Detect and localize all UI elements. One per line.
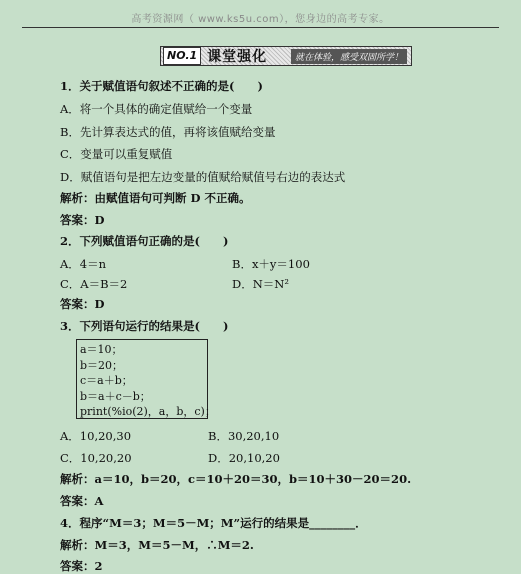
- q2-option-d: D．N＝N²: [232, 277, 289, 291]
- code-line: print(%io(2)，a，b，c)；: [80, 405, 216, 418]
- banner-title: 课堂强化: [207, 49, 268, 65]
- q1-option-c: C．变量可以重复赋值: [60, 147, 173, 161]
- code-line: a＝10；: [80, 343, 123, 356]
- q3-code-box: [76, 339, 216, 419]
- q3-option-a: A．10,20,30: [60, 429, 132, 443]
- q4-analysis: 解析：M＝3，M＝5－M，∴M＝2.: [60, 538, 254, 552]
- q3-analysis: 解析：a＝10，b＝20，c＝10＋20＝30，b＝10＋30－20＝20.: [60, 472, 412, 486]
- q3-option-d: D．20,10,20: [208, 451, 280, 465]
- section-banner: [160, 46, 412, 66]
- q3-stem: 3．下列语句运行的结果是( ): [60, 319, 229, 333]
- banner-slogan: 就在体验，感受双固所学！: [291, 49, 407, 64]
- header-rule: [22, 27, 499, 28]
- code-line: b＝a＋c－b；: [80, 389, 151, 403]
- q1-option-d: D．赋值语句是把左边变量的值赋给赋值号右边的表达式: [60, 170, 346, 184]
- q4-stem: 4．程序“M＝3；M＝5－M；M”运行的结果是________．: [60, 516, 367, 530]
- q2-option-b: B．x＋y＝100: [232, 257, 310, 271]
- q2-answer: 答案：D: [60, 297, 105, 311]
- q3-option-c: C．10,20,20: [60, 451, 132, 465]
- q3-answer: 答案：A: [60, 494, 104, 508]
- q2-option-c: C．A＝B＝2: [60, 277, 128, 291]
- code-line: b＝20；: [80, 358, 124, 372]
- q1-answer: 答案：D: [60, 213, 105, 227]
- q1-analysis: 解析：由赋值语句可判断 D 不正确。: [60, 191, 251, 205]
- q3-option-b: B．30,20,10: [208, 429, 280, 443]
- q1-option-b: B．先计算表达式的值，再将该值赋给变量: [60, 125, 276, 139]
- q2-stem: 2．下列赋值语句正确的是( ): [60, 234, 229, 248]
- q1-stem: 1．关于赋值语句叙述不正确的是( ): [60, 79, 263, 93]
- banner-number: NO.1: [163, 47, 201, 65]
- q1-option-a: A．将一个具体的确定值赋给一个变量: [60, 102, 253, 116]
- q4-answer: 答案：2: [60, 559, 103, 573]
- page-header: 高考资源网（ www.ks5u.com），您身边的高考专家。: [131, 14, 390, 25]
- q2-option-a: A．4＝n: [60, 257, 107, 271]
- code-line: c＝a＋b；: [80, 374, 133, 387]
